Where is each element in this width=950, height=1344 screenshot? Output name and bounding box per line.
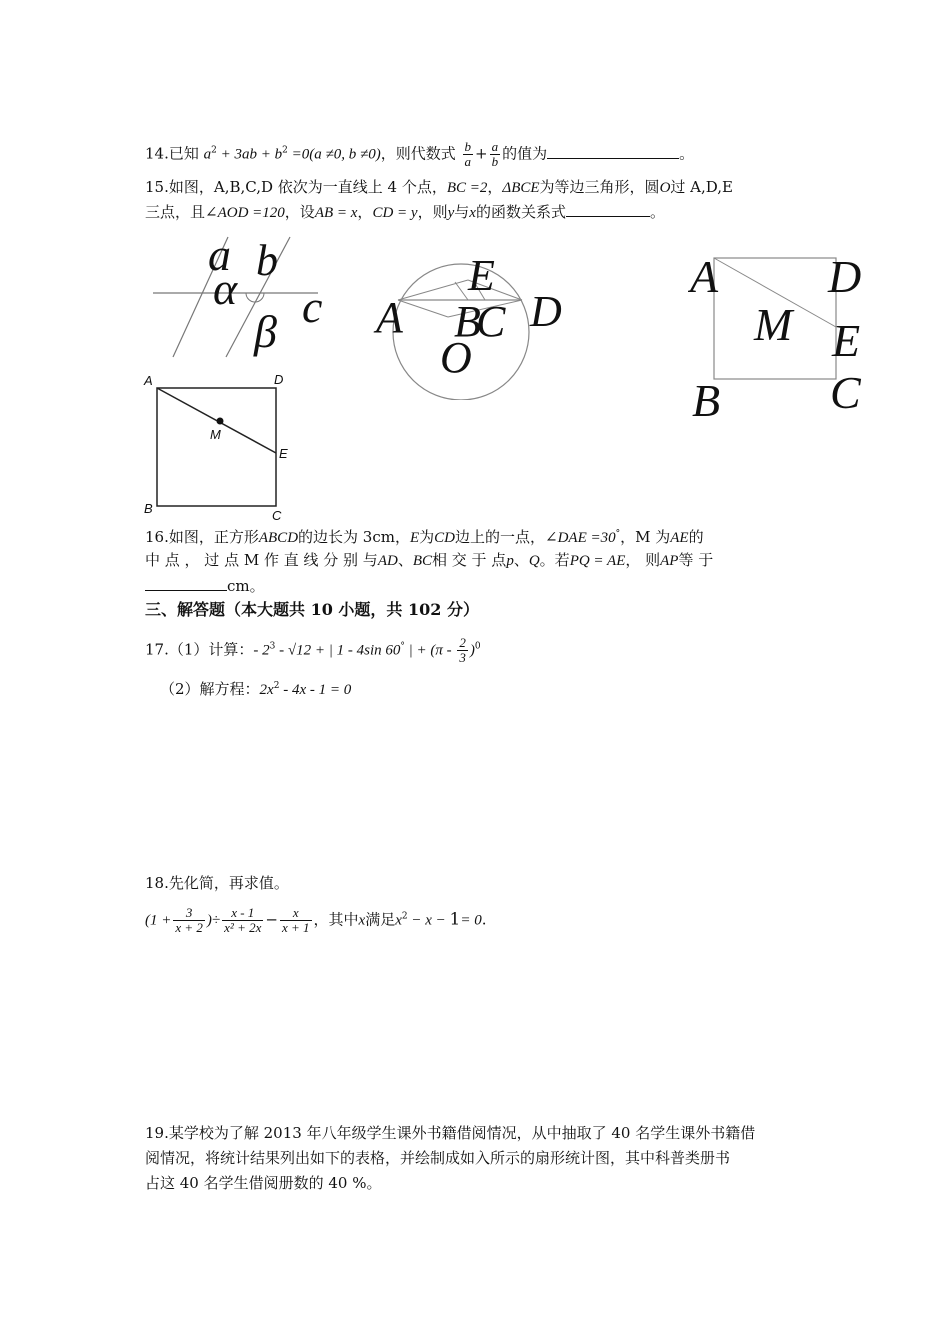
label-D: D — [530, 287, 562, 336]
q18-title: 18.先化简，再求值。 — [145, 874, 289, 892]
q16-line3: cm。 — [145, 576, 265, 596]
q14-line: 14.已知 $a^2 + 3ab + b^2 =0(a \ne 0$, b ≠0)，则代数式 $\frac{b}{a}$ + $\frac{a}{b}$ 的值为 。 — [145, 139, 695, 169]
label-A: A — [376, 293, 403, 342]
big-square-figure — [688, 250, 888, 420]
label-a: a — [208, 232, 231, 280]
label-C: C — [476, 297, 506, 346]
label-A: A — [144, 373, 153, 388]
label-B: B — [144, 501, 153, 516]
section-heading: 三、解答题（本大题共 10 小题，共 102 分） — [145, 600, 479, 619]
q17-part2: （2）解方程：$2x^2 - 4x - 1 = 0$ — [160, 680, 352, 698]
q14-fraction-a-over-b: $\frac{a}{b}$ — [491, 139, 499, 169]
label-B: B — [692, 375, 721, 420]
label-C: C — [272, 508, 282, 520]
q15-line2: 三点，且∠AOD =120，设AB = x，CD = y，则y与x的函数关系式 。 — [145, 203, 665, 221]
q16-line2: 中 点 ， 过 点 M 作 直 线 分 别 与AD、BC相 交 于 点p、Q。若PQ = AE， 则AP等 于 — [145, 551, 714, 569]
q14-fraction-b-over-a: $\frac{b}{a}$ — [464, 139, 471, 169]
q19-line1: 19.某学校为了解 2013 年八年级学生课外书籍借阅情况，从中抽取了 40 名学生课外书籍借 — [145, 1124, 756, 1142]
label-alpha: α — [213, 263, 238, 314]
answer-blank[interactable] — [566, 202, 650, 217]
label-D: D — [274, 372, 284, 387]
label-A: A — [690, 251, 719, 302]
label-D: D — [828, 251, 862, 302]
label-M: M — [754, 299, 793, 350]
q15-line1: 15.如图，A,B,C,D 依次为一直线上 4 个点，BC =2，ΔBCE为等边三角形，圆O过 A,D,E — [145, 178, 733, 196]
q19-line3: 占这 40 名学生借阅册数的 40 %。 — [145, 1174, 382, 1192]
q18-expression: (1 + $\frac{3}{x + 2}$ )÷ $\frac{x - 1}{\text{x² + 2x}}$ − $\frac{x}{x + 1}$ ，其中x满足$x^2 - x - 1= 0$. — [145, 905, 487, 935]
q19-line2: 阅情况，将统计结果列出如下的表格，并绘制成如入所示的扇形统计图，其中科普类册书 — [145, 1149, 731, 1167]
label-beta: β — [254, 306, 277, 357]
parallel-lines-figure — [148, 232, 348, 362]
label-C: C — [830, 367, 861, 418]
label-M: M — [210, 427, 221, 442]
q17-part1: 17.（1）计算：- $2^3 - √12$ + | 1 - 4sin 60° | + (π - $\frac{2}{3}$ )$^0$ — [145, 635, 481, 665]
label-O: O — [440, 333, 472, 382]
label-E: E — [468, 251, 495, 300]
label-b: b — [256, 236, 278, 285]
label-E: E — [279, 446, 288, 461]
answer-blank[interactable] — [547, 144, 679, 159]
circle-figure — [370, 240, 580, 400]
label-B: B — [454, 297, 481, 346]
q16-line1: 16.如图，正方形ABCD的边长为 3cm，E为CD边上的一点，∠DAE =30°，M 为AE的 — [145, 528, 704, 546]
label-E: E — [832, 315, 861, 366]
small-square-figure — [140, 370, 300, 520]
answer-blank[interactable] — [145, 576, 227, 591]
label-c: c — [302, 281, 323, 332]
